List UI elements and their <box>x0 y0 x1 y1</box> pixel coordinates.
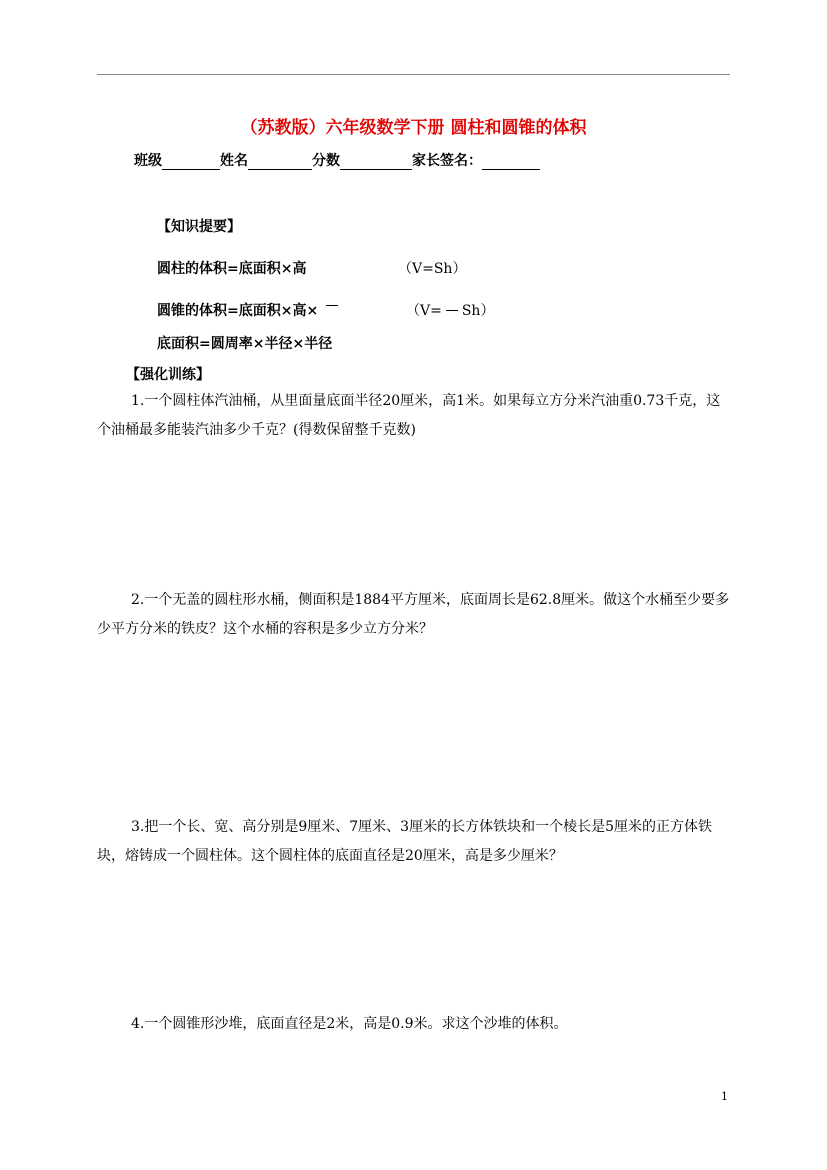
score-label: 分数 <box>312 153 340 169</box>
score-blank[interactable] <box>340 155 412 170</box>
page-title: （苏教版）六年级数学下册 圆柱和圆锥的体积 <box>240 118 587 138</box>
formula-cone-symbolic <box>406 300 494 320</box>
formula-cone <box>157 300 338 320</box>
question-2: 2.一个无盖的圆柱形水桶，侧面积是1884平方厘米，底面周长是62.8厘米。做这个水桶至少要多少平方分米的铁皮？这个水桶的容积是多少立方分米？ <box>97 592 730 637</box>
training-heading: 【强化训练】 <box>126 367 210 383</box>
fraction-bar-icon <box>446 310 458 311</box>
formula-base-area: 底面积=圆周率×半径×半径 <box>157 336 333 352</box>
header-rule <box>97 74 730 75</box>
question-1: 1.一个圆柱体汽油桶，从里面量底面半径20厘米，高1米。如果每立方分米汽油重0.73千克，这个油桶最多能装汽油多少千克？(得数保留整千克数) <box>97 393 721 438</box>
name-blank[interactable] <box>248 155 312 170</box>
knowledge-heading: 【知识提要】 <box>157 219 241 235</box>
formula-cone-symbolic-tail: Sh） <box>461 303 495 319</box>
question-3: 3.把一个长、宽、高分别是9厘米、7厘米、3厘米的长方体铁块和一个棱长是5厘米的正方体铁块，熔铸成一个圆柱体。这个圆柱体的底面直径是20厘米，高是多少厘米？ <box>97 819 712 864</box>
class-blank[interactable] <box>162 155 220 170</box>
formula-cone-text: 圆锥的体积=底面积×高× <box>157 303 319 319</box>
page-number: 1 <box>721 1090 728 1103</box>
parent-signature-label: 家长签名： <box>412 153 482 169</box>
formula-cone-symbolic-head: （V= <box>406 303 442 319</box>
student-info-line <box>134 150 540 170</box>
name-label: 姓名 <box>220 153 248 169</box>
parent-signature-blank[interactable] <box>482 155 540 170</box>
question-4: 4.一个圆锥形沙堆，底面直径是2米，高是0.9米。求这个沙堆的体积。 <box>131 1016 568 1032</box>
class-label: 班级 <box>134 153 162 169</box>
formula-cylinder-symbolic: （V=Sh） <box>398 261 467 277</box>
fraction-bar-icon <box>326 305 338 306</box>
formula-cylinder: 圆柱的体积=底面积×高 <box>157 261 307 277</box>
